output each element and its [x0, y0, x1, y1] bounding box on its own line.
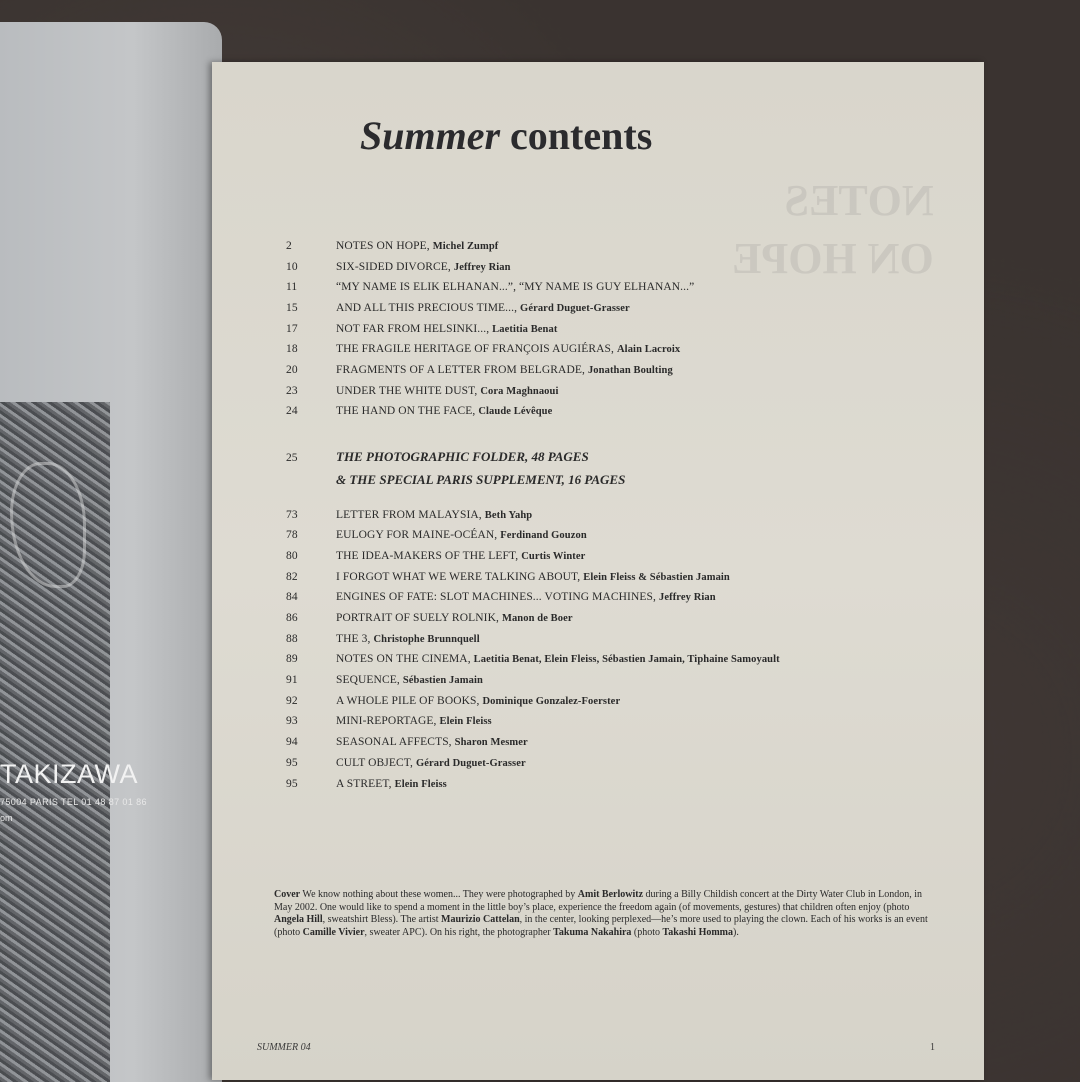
caption-text: (photo — [631, 926, 663, 938]
toc-title: THE FRAGILE HERITAGE OF FRANÇOIS AUGIÉRAS, — [336, 343, 615, 355]
caption-name: Maurizio Cattelan — [441, 914, 520, 926]
toc-page-number: 80 — [286, 550, 298, 562]
toc-title: LETTER FROM MALAYSIA, — [336, 509, 482, 521]
toc-title: THE HAND ON THE FACE, — [336, 405, 476, 417]
toc-title: SEASONAL AFFECTS, — [336, 736, 452, 748]
toc-row — [286, 302, 630, 322]
toc-title: ENGINES OF FATE: SLOT MACHINES... VOTING MACHINES, — [336, 591, 656, 603]
toc-title: CULT OBJECT, — [336, 757, 414, 769]
caption-name: Amit Berlowitz — [577, 889, 644, 900]
toc-title: EULOGY FOR MAINE-OCÉAN, — [336, 529, 498, 541]
toc-row — [286, 343, 680, 363]
toc-page-number: 88 — [286, 633, 298, 645]
caption-name: Angela Hill — [274, 914, 323, 926]
toc-author: Elein Fleiss — [439, 716, 492, 727]
toc-page-number: 2 — [286, 240, 292, 252]
cover-label: Cover — [274, 889, 301, 900]
caption-text: , sweatshirt Bless). The artist — [322, 914, 442, 926]
toc-row — [286, 736, 528, 756]
page-title — [360, 112, 652, 159]
toc-row — [286, 261, 511, 281]
toc-page-number: 11 — [286, 281, 298, 293]
toc-title: NOT FAR FROM HELSINKI..., — [336, 323, 490, 335]
toc-page-number: 17 — [286, 323, 298, 335]
toc-row — [286, 695, 620, 715]
toc-page-number: 89 — [286, 653, 298, 665]
folder-line-2: & THE SPECIAL PARIS SUPPLEMENT, 16 PAGES — [336, 472, 626, 487]
facing-page — [0, 22, 222, 1082]
caption-name: Takashi Homma — [662, 926, 734, 938]
caption-text: during a Billy Childish concert at the Dirty Water Club in London, in May 2002. One would like to spend a moment in the little boy’s place, experience the freedom again (of movements, gestures) that children often enjoy (photo — [274, 889, 923, 913]
toc-page-number: 84 — [286, 591, 298, 603]
toc-author: Elein Fleiss — [394, 779, 447, 790]
toc-author: Jonathan Boulting — [587, 365, 673, 376]
toc-title: PORTRAIT OF SUELY ROLNIK, — [336, 612, 499, 624]
title-season: Summer — [360, 113, 501, 158]
toc-title: I FORGOT WHAT WE WERE TALKING ABOUT, — [336, 571, 581, 583]
toc-title: NOTES ON THE CINEMA, — [336, 653, 471, 665]
toc-row — [286, 364, 673, 384]
toc-author: Jeffrey Rian — [453, 262, 511, 273]
toc-page-number: 18 — [286, 343, 298, 355]
toc-title: FRAGMENTS OF A LETTER FROM BELGRADE, — [336, 364, 585, 376]
toc-page-number: 23 — [286, 385, 298, 397]
toc-title: AND ALL THIS PRECIOUS TIME..., — [336, 302, 518, 314]
toc-page-number: 94 — [286, 736, 298, 748]
toc-author: Michel Zumpf — [432, 241, 499, 252]
toc-title: NOTES ON HOPE, — [336, 240, 430, 252]
title-rest: contents — [500, 113, 653, 158]
toc-title: SEQUENCE, — [336, 674, 400, 686]
toc-title: THE 3, — [336, 633, 371, 645]
toc-author: Laetitia Benat — [492, 324, 558, 335]
toc-page-number: 93 — [286, 715, 298, 727]
toc-row — [286, 653, 780, 673]
toc-row — [286, 757, 526, 777]
toc-title: “MY NAME IS ELIK ELHANAN...”, “MY NAME IS GUY ELHANAN...” — [336, 281, 695, 293]
caption-text: , sweater APC). On his right, the photographer — [364, 926, 554, 938]
toc-author: Ferdinand Gouzon — [500, 530, 587, 541]
toc-author: Cora Maghnaoui — [480, 386, 559, 397]
toc-title: A WHOLE PILE OF BOOKS, — [336, 695, 480, 707]
toc-author: Dominique Gonzalez-Foerster — [482, 696, 621, 707]
toc-author: Alain Lacroix — [617, 344, 681, 355]
toc-page-number: 95 — [286, 757, 298, 769]
toc-row — [286, 323, 557, 343]
toc-row — [286, 571, 730, 591]
toc-page-number: 24 — [286, 405, 298, 417]
toc-page-number: 86 — [286, 612, 298, 624]
toc-author: Beth Yahp — [484, 510, 533, 521]
toc-author: Curtis Winter — [521, 551, 586, 562]
toc-page-number: 95 — [286, 778, 298, 790]
toc-title: MINI-REPORTAGE, — [336, 715, 437, 727]
ad-address: 75004 PARIS TEL 01 48 87 01 86 — [0, 797, 147, 807]
toc-row — [286, 612, 573, 632]
toc-row — [286, 281, 694, 301]
toc-page-number: 25 — [286, 452, 298, 464]
caption-text: ). — [733, 926, 739, 938]
toc-author: Gérard Duguet-Grasser — [416, 758, 526, 769]
toc-row — [286, 778, 447, 798]
issue-footer: SUMMER 04 — [257, 1042, 311, 1053]
toc-row — [286, 385, 558, 405]
toc-row — [286, 591, 716, 611]
show-through-text: NOTES ON HOPE — [732, 176, 934, 283]
cover-caption — [274, 889, 934, 939]
toc-row — [286, 633, 480, 653]
toc-author: Christophe Brunnquell — [373, 634, 480, 645]
ad-address-fragment: om — [0, 813, 13, 823]
toc-author: Elein Fleiss & Sébastien Jamain — [583, 572, 730, 583]
toc-row — [286, 529, 587, 549]
toc-page-number: 20 — [286, 364, 298, 376]
toc-author: Jeffrey Rian — [658, 592, 716, 603]
contents-page — [212, 62, 984, 1080]
toc-row — [286, 715, 492, 735]
toc-author: Sébastien Jamain — [402, 675, 483, 686]
toc-page-number: 15 — [286, 302, 298, 314]
toc-row — [286, 405, 552, 425]
toc-author: Laetitia Benat, Elein Fleiss, Sébastien Jamain, Tiphaine Samoyault — [473, 654, 780, 665]
caption-name: Camille Vivier — [302, 926, 365, 938]
caption-text: , in the center, looking perplexed—he’s more used to playing the clown. Each of his works is an event (photo — [274, 914, 928, 938]
toc-page-number: 10 — [286, 261, 298, 273]
caption-text: We know nothing about these women... They were photographed by — [300, 889, 578, 900]
toc-title: THE IDEA-MAKERS OF THE LEFT, — [336, 550, 519, 562]
toc-page-number: 82 — [286, 571, 298, 583]
folder-line-1: THE PHOTOGRAPHIC FOLDER, 48 PAGES — [336, 449, 589, 464]
page-number-footer: 1 — [930, 1042, 935, 1053]
toc-row — [286, 674, 483, 694]
toc-page-number: 91 — [286, 674, 298, 686]
toc-author: Claude Lévêque — [478, 406, 553, 417]
photo-folder-entry — [286, 446, 625, 490]
toc-author: Gérard Duguet-Grasser — [520, 303, 630, 314]
toc-author: Manon de Boer — [501, 613, 573, 624]
toc-row — [286, 509, 532, 529]
toc-row — [286, 240, 498, 260]
toc-page-number: 78 — [286, 529, 298, 541]
toc-title: SIX-SIDED DIVORCE, — [336, 261, 451, 273]
toc-title: A STREET, — [336, 778, 392, 790]
toc-title: UNDER THE WHITE DUST, — [336, 385, 478, 397]
ad-brand-name: TAKIZAWA — [0, 759, 138, 789]
facing-page-photo — [0, 402, 110, 1082]
toc-row — [286, 550, 585, 570]
caption-name: Takuma Nakahira — [553, 926, 632, 938]
toc-page-number: 92 — [286, 695, 298, 707]
toc-page-number: 73 — [286, 509, 298, 521]
toc-author: Sharon Mesmer — [454, 737, 528, 748]
